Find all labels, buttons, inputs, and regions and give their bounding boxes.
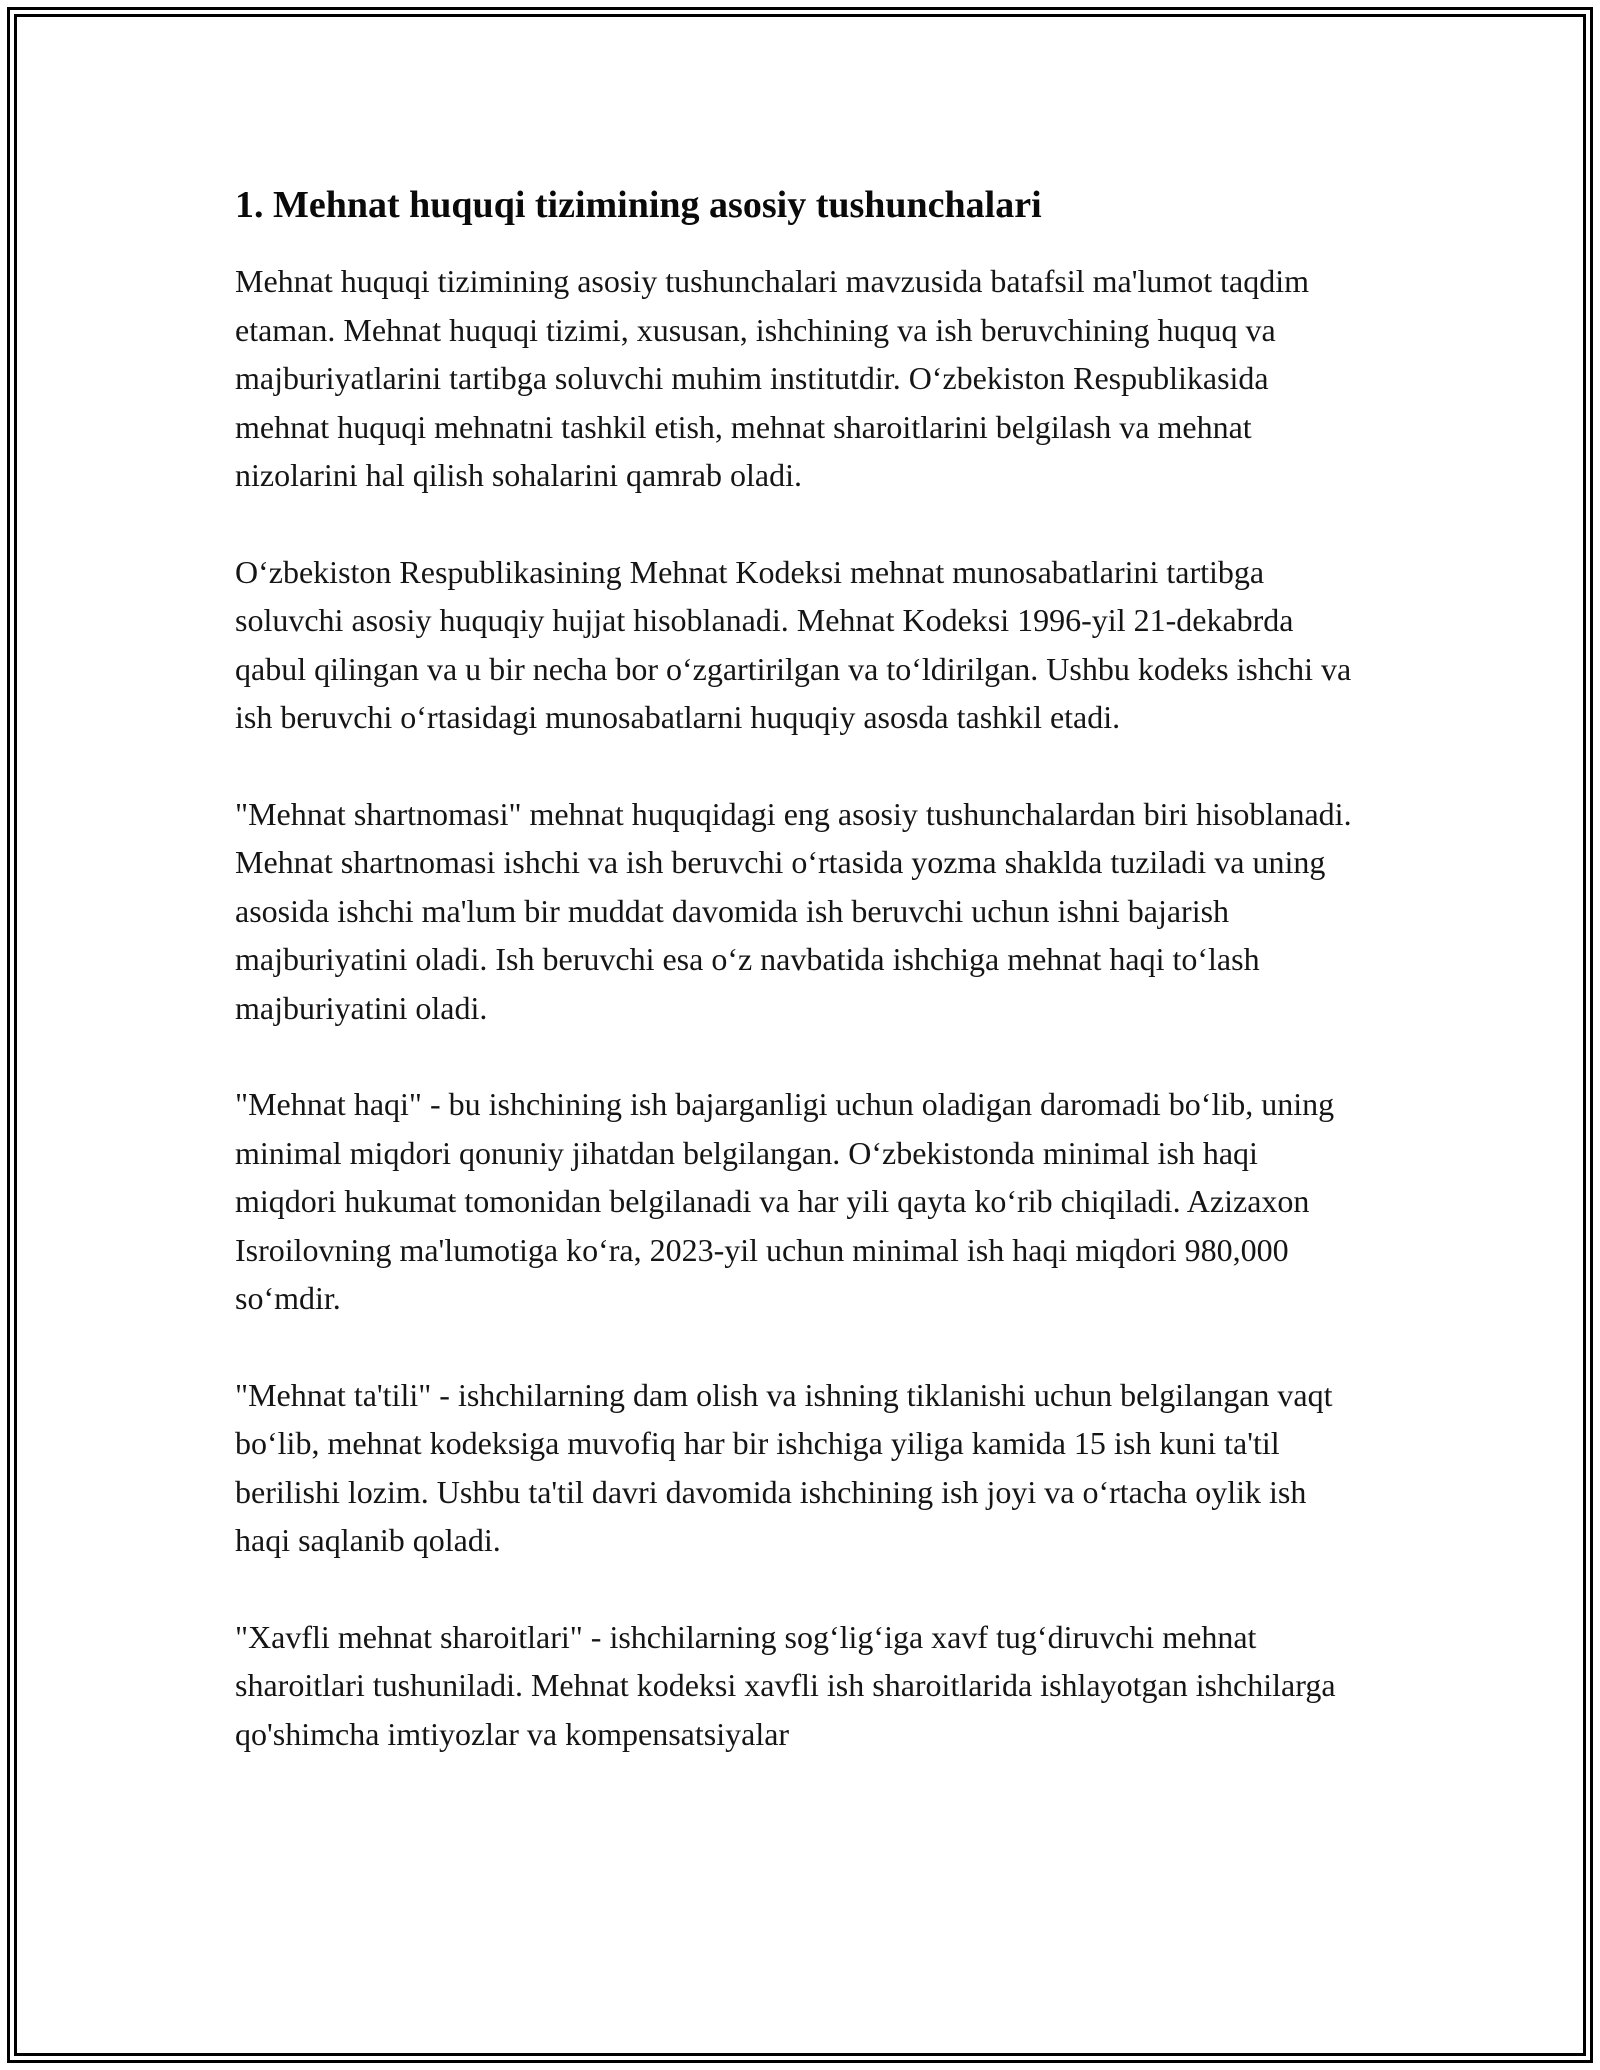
section-heading: 1. Mehnat huquqi tizimining asosiy tushunchalari (235, 184, 1042, 226)
paragraph-wages: "Mehnat haqi" - bu ishchining ish bajarganligi uchun oladigan daromadi bo‘lib, uning minimal miqdori qonuniy jihatdan belgilangan. O‘zbekistonda minimal ish haqi miqdori hukumat tomonidan belgilanadi va har yili qayta ko‘rib chiqiladi. Azizaxon Isroilovning ma'lumotiga ko‘ra, 2023-yil uchun minimal ish haqi miqdori 980,000 so‘mdir. (235, 1086, 1335, 1317)
paragraph-intro: Mehnat huquqi tizimining asosiy tushunchalari mavzusida batafsil ma'lumot taqdim etaman. Mehnat huquqi tizimi, xususan, ishchining va ish beruvchining huquq va majburiyatlarini tartibga soluvchi muhim institutdir. O‘zbekiston Respublikasida mehnat huquqi mehnatni tashkil etish, mehnat sharoitlarini belgilash va mehnat nizolarini hal qilish sohalarini qamrab oladi. (235, 263, 1310, 494)
paragraph-labor-contract: "Mehnat shartnomasi" mehnat huquqidagi eng asosiy tushunchalardan biri hisoblanadi. Mehnat shartnomasi ishchi va ish beruvchi o‘rtasida yozma shaklda tuziladi va uning asosida ishchi ma'lum bir muddat davomida ish beruvchi uchun ishni bajarish majburiyatini oladi. Ish beruvchi esa o‘z navbatida ishchiga mehnat haqi to‘lash majburiyatini oladi. (235, 795, 1352, 1026)
document-body (235, 180, 1365, 1806)
paragraph-vacation: "Mehnat ta'tili" - ishchilarning dam olish va ishning tiklanishi uchun belgilangan vaqt bo‘lib, mehnat kodeksiga muvofiq har bir ishchiga yiliga kamida 15 ish kuni ta'til berilishi lozim. Ushbu ta'til davri davomida ishchining ish joyi va o‘rtacha oylik ish haqi saqlanib qoladi. (235, 1376, 1333, 1559)
paragraph-hazardous-conditions: "Xavfli mehnat sharoitlari" - ishchilarning sog‘lig‘iga xavf tug‘diruvchi mehnat sharoitlari tushuniladi. Mehnat kodeksi xavfli ish sharoitlarida ishlayotgan ishchilarga qo'shimcha imtiyozlar va kompensatsiyalar (235, 1618, 1336, 1752)
paragraph-labor-code: O‘zbekiston Respublikasining Mehnat Kodeksi mehnat munosabatlarini tartibga soluvchi asosiy huquqiy hujjat hisoblanadi. Mehnat Kodeksi 1996-yil 21-dekabrda qabul qilingan va u bir necha bor o‘zgartirilgan va to‘ldirilgan. Ushbu kodeks ishchi va ish beruvchi o‘rtasidagi munosabatlarni huquqiy asosda tashkil etadi. (235, 553, 1352, 736)
